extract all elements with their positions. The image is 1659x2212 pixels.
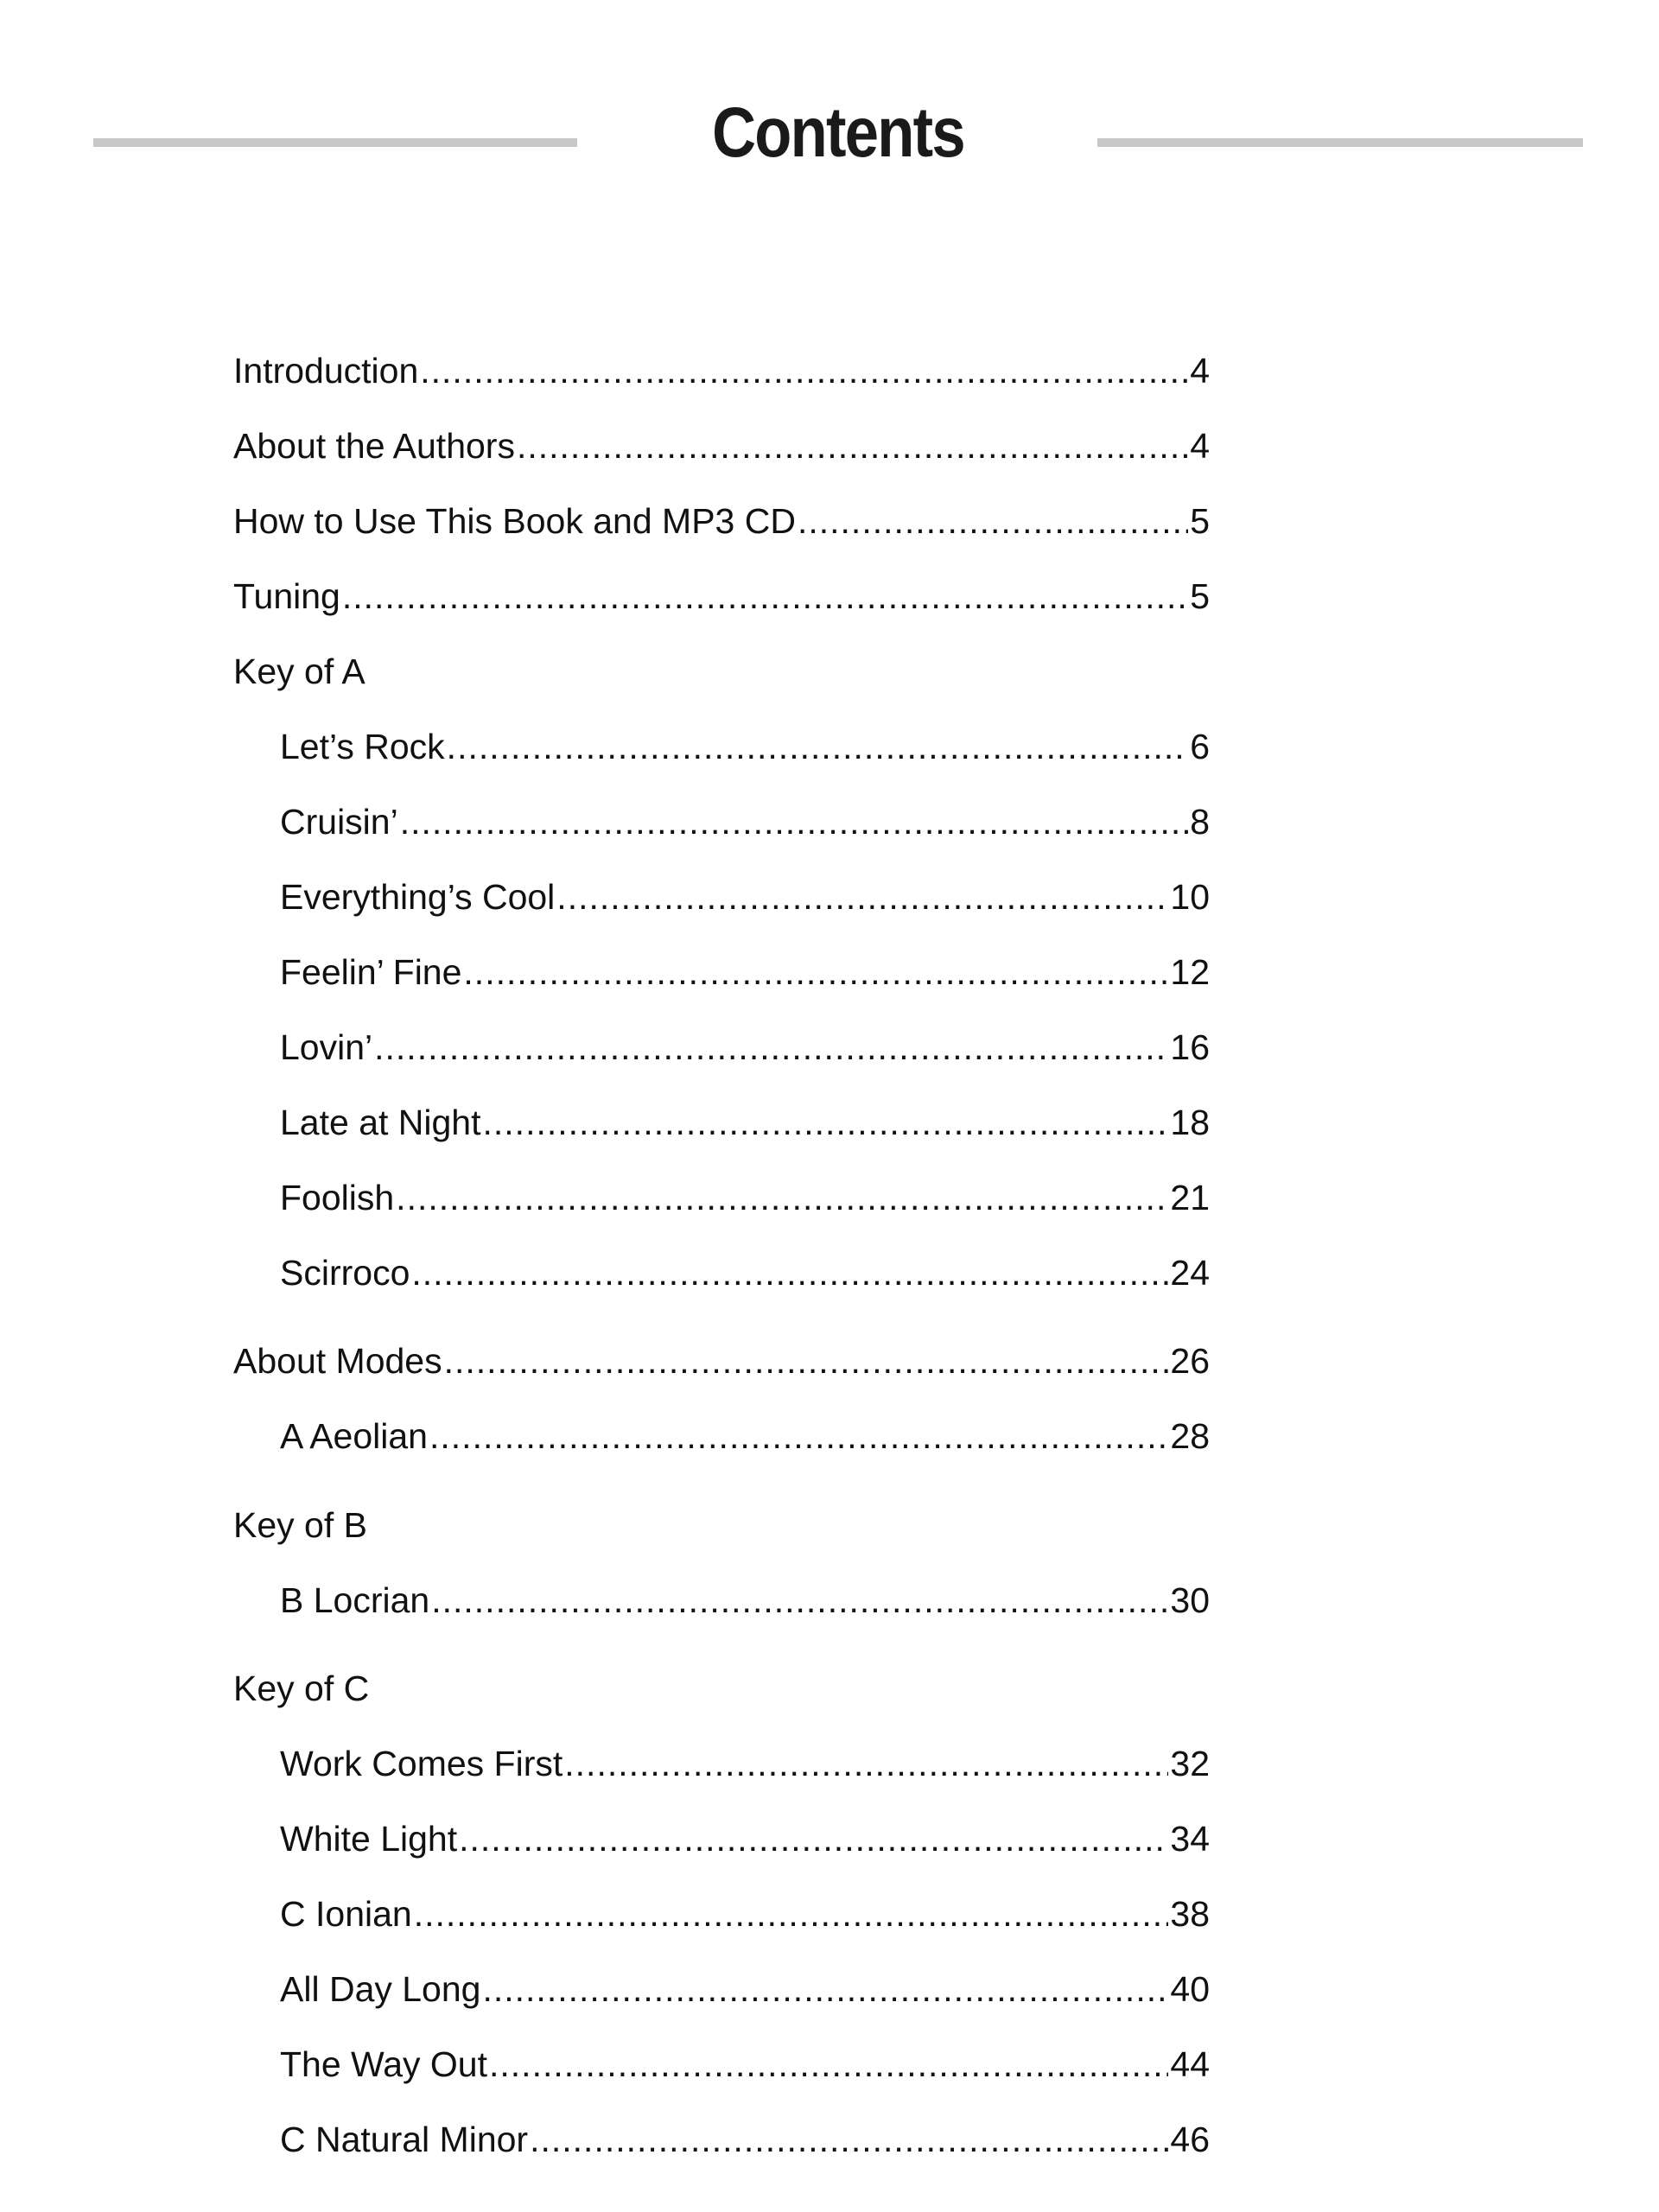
- toc-entry[interactable]: [280, 1096, 1210, 1148]
- toc-entry-page: 4: [1190, 351, 1210, 391]
- dot-leader: [447, 721, 1189, 772]
- toc-entry[interactable]: [280, 1963, 1210, 2015]
- toc-section-heading: [233, 1662, 1210, 1714]
- dot-leader: [414, 1888, 1169, 1940]
- toc-entry-label: The Way Out: [280, 2044, 487, 2084]
- toc-entry-label: Key of B: [233, 1505, 367, 1545]
- toc-entry-label: Everything’s Cool: [280, 877, 556, 917]
- toc-entry[interactable]: [233, 345, 1210, 397]
- toc-entry-label: A Aeolian: [280, 1416, 428, 1456]
- toc-entry-label: Lovin’: [280, 1027, 373, 1067]
- dot-leader: [429, 1410, 1168, 1462]
- toc-entry[interactable]: [280, 1888, 1210, 1940]
- toc-entry-page: 10: [1170, 877, 1210, 917]
- toc-entry-label: All Day Long: [280, 1969, 481, 2009]
- toc-entry[interactable]: [280, 1021, 1210, 1073]
- toc-entry[interactable]: [280, 1813, 1210, 1865]
- toc-entry-label: How to Use This Book and MP3 CD: [233, 501, 796, 541]
- toc-entry-page: 5: [1190, 501, 1210, 541]
- toc-entry-page: 12: [1170, 952, 1210, 992]
- toc-entry-page: 16: [1170, 1027, 1210, 1067]
- dot-leader: [517, 420, 1188, 472]
- dot-leader: [489, 2038, 1168, 2090]
- dot-leader: [342, 570, 1188, 622]
- toc-entry-label: White Light: [280, 1819, 458, 1859]
- dot-leader: [530, 2113, 1168, 2165]
- toc-entry-page: 40: [1170, 1969, 1210, 2009]
- dot-leader: [798, 495, 1188, 547]
- toc-entry-page: 44: [1170, 2044, 1210, 2084]
- toc-entry[interactable]: [280, 1410, 1210, 1462]
- dot-leader: [444, 1335, 1169, 1387]
- toc-entry-label: Introduction: [233, 351, 419, 391]
- toc-entry-label: Cruisin’: [280, 802, 398, 842]
- toc-entry-page: 5: [1190, 576, 1210, 616]
- toc-entry[interactable]: [280, 1247, 1210, 1299]
- toc-entry-page: 6: [1190, 727, 1210, 766]
- dot-leader: [400, 796, 1188, 848]
- toc-entry[interactable]: [280, 2038, 1210, 2090]
- toc-entry-label: Scirroco: [280, 1253, 410, 1293]
- toc-entry[interactable]: [280, 721, 1210, 772]
- toc-entry[interactable]: [280, 2113, 1210, 2165]
- toc-entry-label: C Ionian: [280, 1894, 412, 1934]
- toc-entry[interactable]: [280, 871, 1210, 923]
- toc-entry[interactable]: [280, 1172, 1210, 1224]
- dot-leader: [431, 1574, 1168, 1626]
- toc-entry-page: 8: [1190, 802, 1210, 842]
- page-title: Contents: [712, 93, 964, 172]
- dot-leader: [564, 1738, 1168, 1789]
- dot-leader: [411, 1247, 1168, 1299]
- toc-entry-label: Feelin’ Fine: [280, 952, 462, 992]
- toc-entry-label: About the Authors: [233, 426, 515, 466]
- toc-entry-page: 38: [1170, 1894, 1210, 1934]
- toc-entry-page: 28: [1170, 1416, 1210, 1456]
- toc-entry-page: 30: [1170, 1580, 1210, 1620]
- toc-entry-page: 46: [1170, 2120, 1210, 2159]
- dot-leader: [459, 1813, 1168, 1865]
- toc-entry-label: C Natural Minor: [280, 2120, 529, 2159]
- toc-entry[interactable]: [280, 1574, 1210, 1626]
- dot-leader: [463, 946, 1168, 998]
- toc-entry-label: Late at Night: [280, 1103, 481, 1142]
- toc-entry-label: Let’s Rock: [280, 727, 445, 766]
- toc-entry-page: 32: [1170, 1744, 1210, 1783]
- toc-entry-page: 4: [1190, 426, 1210, 466]
- toc-entry-label: Tuning: [233, 576, 340, 616]
- toc-entry-page: 34: [1170, 1819, 1210, 1859]
- toc-entry[interactable]: [280, 946, 1210, 998]
- toc-entry-page: 24: [1170, 1253, 1210, 1293]
- toc-entry[interactable]: [233, 1335, 1210, 1387]
- toc-entry-page: 26: [1170, 1341, 1210, 1381]
- toc-entry-label: B Locrian: [280, 1580, 430, 1620]
- dot-leader: [374, 1021, 1168, 1073]
- toc-entry[interactable]: [233, 420, 1210, 472]
- toc-section-heading: [233, 645, 1210, 697]
- toc-entry-page: 21: [1170, 1178, 1210, 1217]
- dot-leader: [396, 1172, 1168, 1224]
- dot-leader: [556, 871, 1168, 923]
- toc-entry[interactable]: [280, 796, 1210, 848]
- dot-leader: [420, 345, 1188, 397]
- toc-entry-label: Key of A: [233, 652, 365, 691]
- dot-leader: [482, 1963, 1168, 2015]
- dot-leader: [483, 1096, 1169, 1148]
- toc-entry[interactable]: [280, 1738, 1210, 1789]
- toc-entry[interactable]: [233, 570, 1210, 622]
- toc-section-heading: [233, 1499, 1210, 1551]
- toc-entry-label: Foolish: [280, 1178, 395, 1217]
- toc-entry-label: Work Comes First: [280, 1744, 563, 1783]
- toc-entry-label: About Modes: [233, 1341, 442, 1381]
- toc-entry[interactable]: [233, 495, 1210, 547]
- toc-entry-label: Key of C: [233, 1669, 370, 1708]
- toc-entry-page: 18: [1170, 1103, 1210, 1142]
